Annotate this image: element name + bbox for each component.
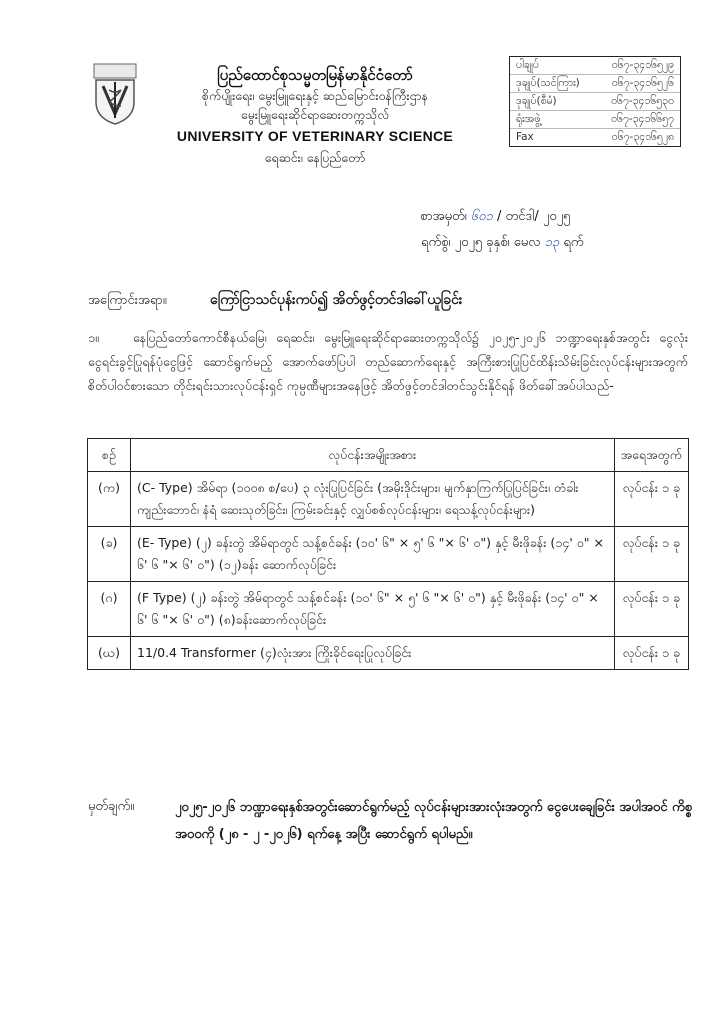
contact-box (509, 56, 681, 147)
contact-label: ပါချုပ် (516, 59, 539, 71)
row-work: 11/0.4 Transformer (၄)လုံးအား ကြိုးခိုင်ရေးပြုလုပ်ခြင်း (131, 637, 615, 670)
contact-row (510, 57, 680, 74)
header-university-my: မွေးမြူရေးဆိုင်ရာဆေးတက္ကသိုလ် (240, 107, 390, 122)
row-work: (E- Type) (၂) ခန်းတွဲ အိမ်ရာတွင် သန့်စင်ခန်း (၁၀' ၆" × ၅' ၆ "× ၆' ၀") နှင့် မီးဖိုခန်း (၁၄' ၀" × ၆' ၆ "× ၆' ၀") (၁၂)ခန်း ဆောက်လုပ်ခြင်း (131, 527, 615, 582)
letter-number-line (420, 208, 570, 227)
letter-suffix: / တင်ဒါ/ ၂၀၂၅ (496, 209, 571, 224)
contact-label: Fax (516, 131, 534, 143)
subject-label: အကြောင်းအရာ။ (88, 293, 167, 308)
row-count: လုပ်ငန်း ၁ ခု (614, 637, 688, 670)
table-row (88, 637, 689, 670)
header-no: စဉ် (88, 439, 131, 472)
contact-label: ရုံးအဖွဲ့ (516, 113, 541, 125)
table-row (88, 582, 689, 637)
contact-value: ၀၆၇-၃၄၁၆၅၂၉ (611, 59, 674, 71)
header-university-en: UNIVERSITY OF VETERINARY SCIENCE (176, 128, 454, 144)
contact-value: ၀၆၇-၃၄၁၆၅၃၀ (611, 95, 674, 107)
header-count: အရေအတွက် (614, 439, 688, 472)
table-row (88, 472, 689, 527)
header-location: ရေဆင်း၊ နေပြည်တော် (264, 150, 366, 165)
row-work: (C- Type) အိမ်ရာ (၁၀၀၈ စ/ပေ) ၃ လုံးပြုပြင်ခြင်း (အမိုးဒိုင်းများ၊ မျက်နှာကြက်ပြုပြင်ခြင်း၊ တံခါးကျည်းဘောင်၊ နံရံ ဆေးသုတ်ခြင်း၊ ကြမ်းခင်းနှင့် လျှပ်စစ်လုပ်ငန်းများ၊ ရေသန့်လုပ်ငန်းများ) (131, 472, 615, 527)
contact-value: ၀၆၇-၃၄၁၆၅၂၈ (611, 131, 674, 143)
date-suffix: ရက် (563, 235, 584, 250)
paragraph-text: နေပြည်တော်ကောင်စီနယ်မြေ၊ ရေဆင်း၊ မွေးမြူရေးဆိုင်ရာဆေးတက္ကသိုလ်၌ ၂၀၂၅-၂၀၂၆ ဘဏ္ဍာရေးနှစ်အတွင်း ငွေလုံးငွေရင်းခွင့်ပြုရန်ပုံငွေဖြင့် ဆောင်ရွက်မည့် အောက်ဖော်ပြပါ တည်ဆောက်ရေးနှင့် အကြီးစားပြုပြင်ထိန်းသိမ်းခြင်းလုပ်ငန်းများအတွက် စိတ်ပါဝင်စားသော တိုင်းရင်းသားလုပ်ငန်းရှင် ကုမ္ပဏီများအနေဖြင့် အိတ်ဖွင့်တင်ဒါတင်သွင်းနိုင်ရန် ဖိတ်ခေါ်အပ်ပါသည်- (88, 330, 688, 393)
contact-value: ၀၆၇-၃၄၁၆၅၂၆ (611, 77, 674, 89)
table-row (88, 527, 689, 582)
header-country: ပြည်ထောင်စုသမ္မတမြန်မာနိုင်ငံတော် (217, 66, 413, 84)
note-text: ၂၀၂၅-၂၀၂၆ ဘဏ္ဍာရေးနှစ်အတွင်းဆောင်ရွက်မည့် လုပ်ငန်းများအားလုံးအတွက် ငွေပေးချေခြင်း အပါအဝင် ကိစ္စအဝဝကို (၂၈ - ၂ -၂၀၂၆) ရက်နေ့ အပြီး ဆောင်ရွက် ရပါမည်။ (175, 800, 692, 842)
date-line (421, 234, 584, 253)
row-work: (F Type) (၂) ခန်းတွဲ အိမ်ရာတွင် သန့်စင်ခန်း (၁၀' ၆" × ၅' ၆ "× ၆' ၀") နှင့် မီးဖိုခန်း (၁၄' ၀" × ၆' ၆ "× ၆' ၀") (၈)ခန်းဆောက်လုပ်ခြင်း (131, 582, 615, 637)
contact-row (510, 74, 680, 92)
row-no: (က) (88, 472, 131, 527)
row-count: လုပ်ငန်း ၁ ခု (614, 472, 688, 527)
subject-text: ကြော်ငြာသင်ပုန်းကပ်၍ အိတ်ဖွင့်တင်ဒါခေါ်ယူခြင်း (210, 292, 463, 308)
note-label: မှတ်ချက်။ (88, 799, 135, 814)
university-logo (92, 62, 138, 126)
contact-row (510, 92, 680, 110)
row-no: (ဃ) (88, 637, 131, 670)
contact-row (510, 110, 680, 128)
date-day: ၁၃ (544, 235, 560, 250)
table-header-row (88, 439, 689, 472)
letter-number: ၆၀၁ (470, 209, 493, 224)
row-count: လုပ်ငန်း ၁ ခု (614, 527, 688, 582)
row-count: လုပ်ငန်း ၁ ခု (614, 582, 688, 637)
row-no: (ခ) (88, 527, 131, 582)
header-ministry: စိုက်ပျိုးရေး၊ မွေးမြူရေးနှင့် ဆည်မြောင်းဝန်ကြီးဌာန (201, 88, 429, 103)
header-work: လုပ်ငန်းအမျိုးအစား (131, 439, 615, 472)
body-paragraph (88, 326, 688, 398)
works-table (87, 438, 689, 670)
contact-row (510, 128, 680, 146)
contact-label: ဒုချုပ်(စီမံ) (516, 95, 557, 107)
contact-value: ၀၆၇-၃၄၁၆၆၅၇ (611, 113, 674, 125)
date-prefix: ရက်စွဲ၊ ၂၀၂၅ ခုနှစ်၊ မေလ (421, 235, 541, 250)
row-no: (ဂ) (88, 582, 131, 637)
letter-label: စာအမှတ်၊ (420, 209, 467, 224)
contact-label: ဒုချုပ်(သင်ကြား) (516, 77, 580, 89)
paragraph-number: ၁။ (88, 330, 99, 345)
